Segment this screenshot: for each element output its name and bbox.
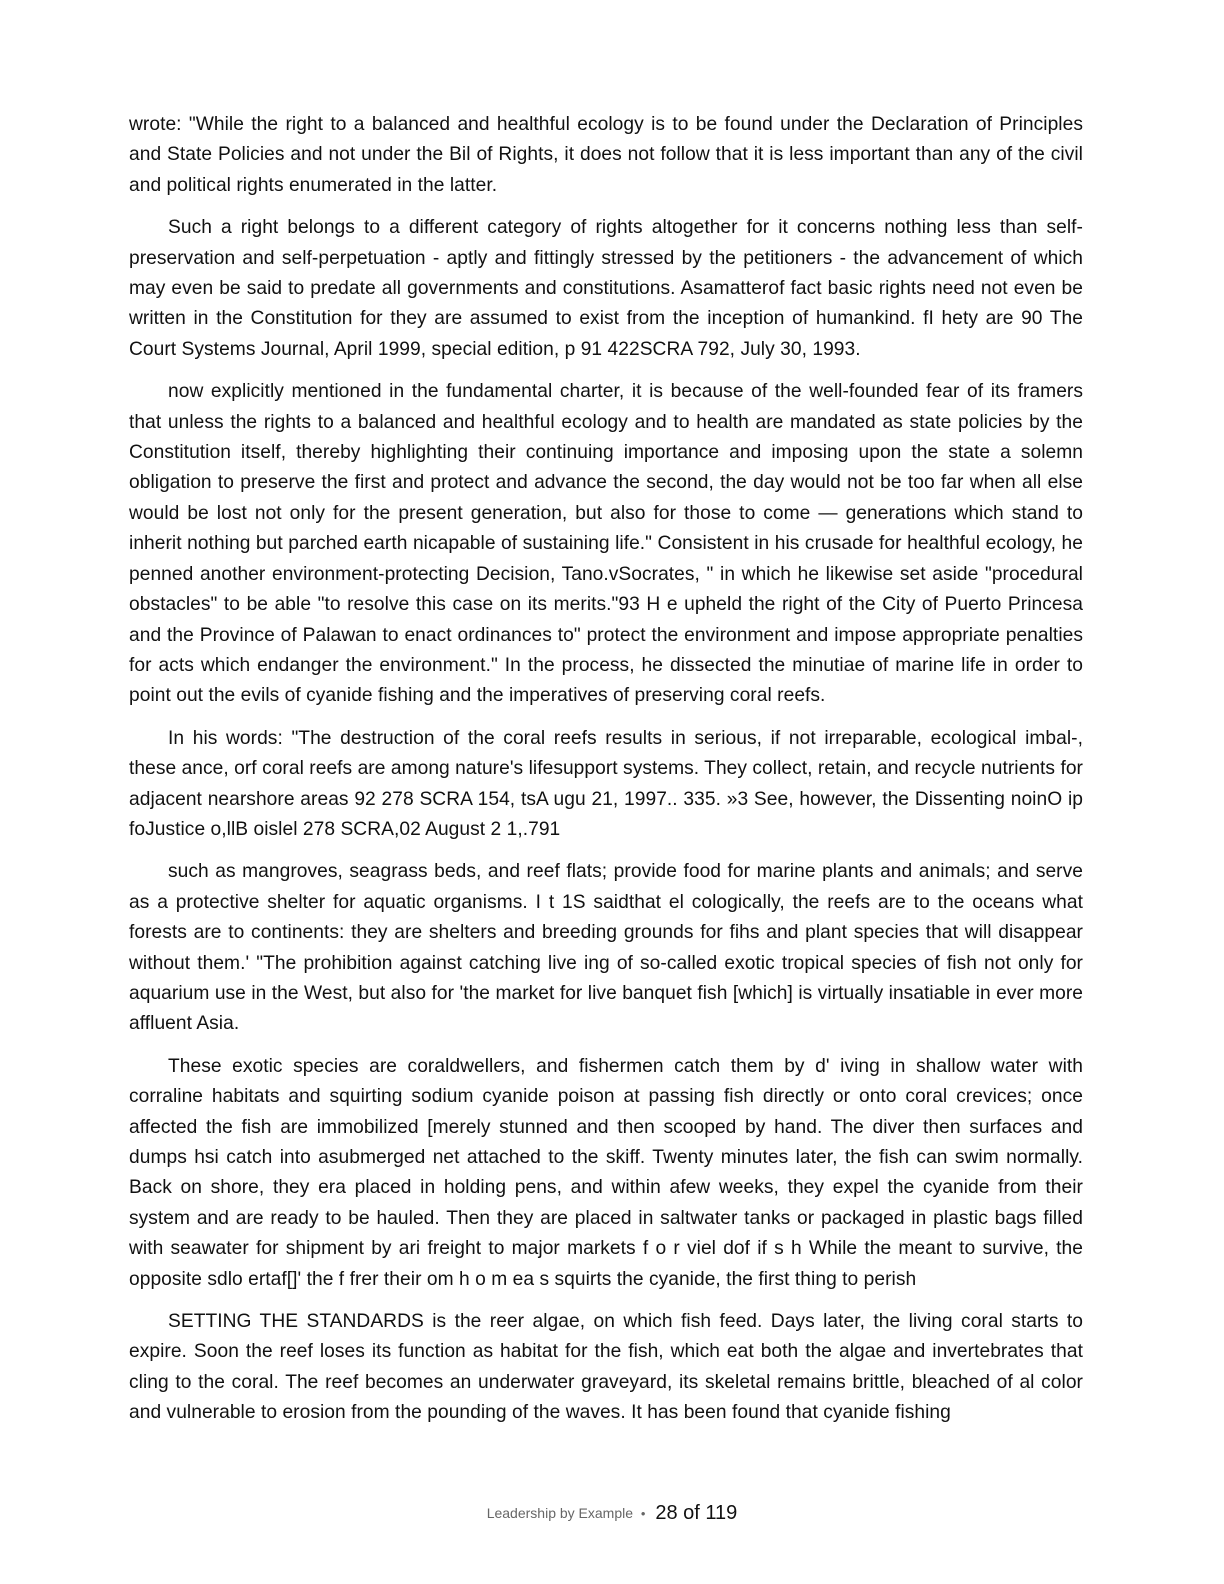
footer-book-title: Leadership by Example bbox=[486, 1505, 634, 1521]
paragraph-5: such as mangroves, seagrass beds, and reef flats; provide food for marine plants and animals; and serve as a protective shelter for aquatic organisms. I t 1S saidthat el cologically, the reefs are to the oceans what forests are to continents: they are shelters and breeding grounds for fihs and plant species that will disappear without them.' "The prohibition against catching live ing of so-called exotic tropical species of fish not only for aquarium use in the West, but also for 'the market for live banquet fish [which] is virtually insatiable in ever more affluent Asia. bbox=[129, 861, 1083, 1035]
page-number: 28 of 119 bbox=[655, 1502, 738, 1524]
paragraph-3: now explicitly mentioned in the fundamental charter, it is because of the well-founded fear of its framers that unless the rights to a balanced and healthful ecology and to health are mandated as state policies by the Constitution itself, thereby highlighting their continuing importance and imposing upon the state a solemn obligation to preserve the first and protect and advance the second, the day would not be too far when all else would be lost not only for the present generation, but also for those to come — generations which stand to inherit nothing but parched earth nicapable of sustaining life." Consistent in his crusade for healthful ecology, he penned another environment-protecting Decision, Tano.vSocrates, " in which he likewise set aside "procedural obstacles" to be able "to resolve this case on its merits."93 H e upheld the right of the City of Puerto Princesa and the Province of Palawan to enact ordinances to" protect the environment and impose appropriate penalties for acts which endanger the environment." In the process, he dissected the minutiae of marine life in order to point out the evils of cyanide fishing and the imperatives of preserving coral reefs. bbox=[129, 381, 1083, 707]
paragraph-1: wrote: "While the right to a balanced and healthful ecology is to be found under the Declaration of Principles and State Policies and not under the Bil of Rights, it does not follow that it is less important than any of the civil and political rights enumerated in the latter. bbox=[129, 114, 1083, 196]
page-footer bbox=[0, 1498, 1224, 1529]
footer-separator: • bbox=[640, 1506, 646, 1521]
paragraph-4: In his words: "The destruction of the coral reefs results in serious, if not irreparable, ecological imbal-, these ance, orf coral reefs are among nature's lifesupport systems. They collect, retain, and recycle nutrients for adjacent nearshore areas 92 278 SCRA 154, tsA ugu 21, 1997.. 335. »3 See, however, the Dissenting noinO ip foJustice o,llB oislel 278 SCRA,02 August 2 1,.791 bbox=[129, 727, 1083, 840]
document-body bbox=[129, 110, 1083, 1441]
paragraph-2: Such a right belongs to a different category of rights altogether for it concerns nothing less than self-preservation and self-perpetuation - aptly and fittingly stressed by the petitioners - the advancement of which may even be said to predate all governments and constitutions. Asamatterof fact basic rights need not even be written in the Constitution for they are assumed to exist from the inception of humankind. fI hety are 90 The Court Systems Journal, April 1999, special edition, p 91 422SCRA 792, July 30, 1993. bbox=[129, 217, 1083, 360]
paragraph-7: SETTING THE STANDARDS is the reer algae, on which fish feed. Days later, the living coral starts to expire. Soon the reef loses its function as habitat for the fish, which eat both the algae and invertebrates that cling to the coral. The reef becomes an underwater graveyard, its skeletal remains brittle, bleached of al color and vulnerable to erosion from the pounding of the waves. It has been found that cyanide fishing bbox=[129, 1311, 1083, 1424]
paragraph-6: These exotic species are coraldwellers, and fishermen catch them by d' iving in shallow water with corraline habitats and squirting sodium cyanide poison at passing fish directly or onto coral crevices; once affected the fish are immobilized [merely stunned and then scooped by hand. The diver then surfaces and dumps hsi catch into asubmerged net attached to the skiff. Twenty minutes later, the fish can swim normally. Back on shore, they era placed in holding pens, and within afew weeks, they expel the cyanide from their system and are ready to be hauled. Then they are placed in saltwater tanks or packaged in plastic bags filled with seawater for shipment by ari freight to major markets f o r viel dof if s h While the meant to survive, the opposite sdlo ertaf[]' the f frer their om h o m ea s squirts the cyanide, the first thing to perish bbox=[129, 1055, 1083, 1290]
